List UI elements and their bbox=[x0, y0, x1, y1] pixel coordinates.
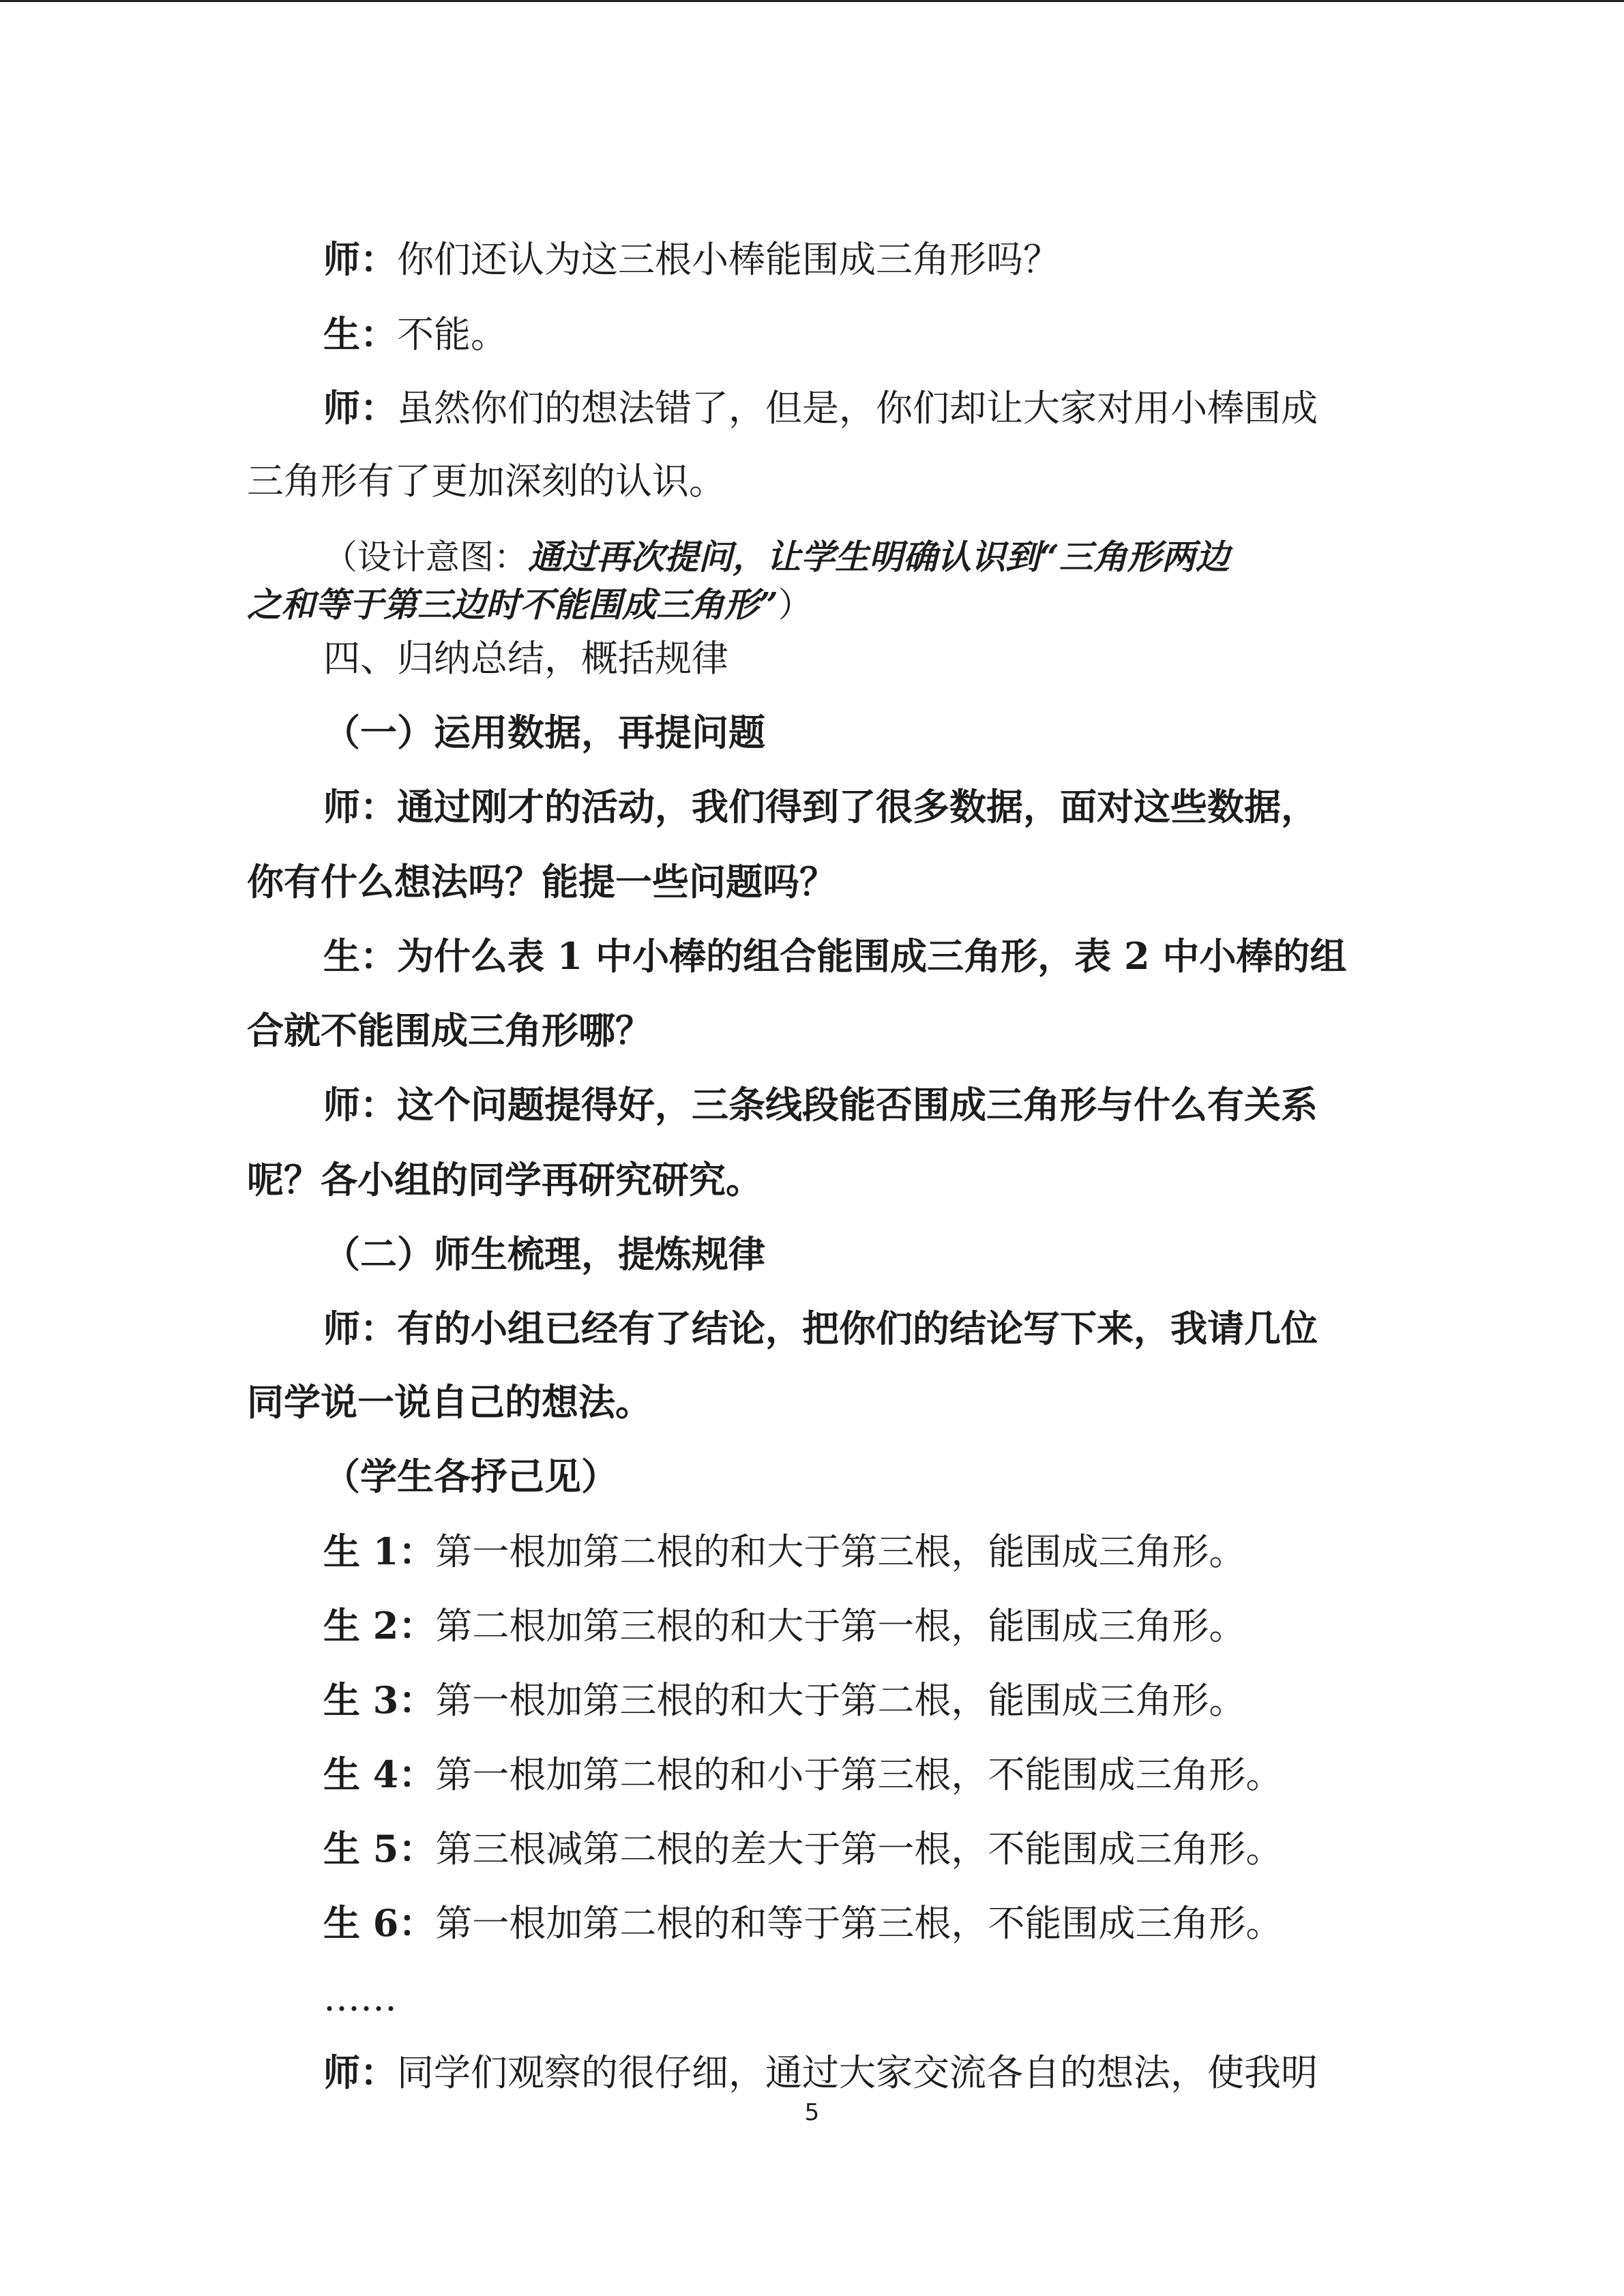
dialogue-text: 通过刚才的活动，我们得到了很多数据，面对这些数据， bbox=[397, 785, 1318, 829]
dialogue-line-continuation bbox=[247, 1377, 652, 1427]
ellipsis bbox=[323, 1973, 397, 2023]
speaker-label: 生： bbox=[323, 934, 397, 978]
speaker-label: 生 4： bbox=[323, 1753, 436, 1796]
speaker-label: 生 5： bbox=[323, 1827, 436, 1870]
subsection-heading-2 bbox=[323, 1229, 765, 1279]
dialogue-text: 第三根减第二根的差大于第一根，不能围成三角形。 bbox=[435, 1828, 1283, 1870]
section-heading-4 bbox=[323, 634, 728, 683]
dialogue-text: 这个问题提得好，三条线段能否围成三角形与什么有关系 bbox=[397, 1083, 1318, 1127]
heading-text: 四、归纳总结，概括规律 bbox=[323, 637, 728, 680]
dialogue-line-student-s3 bbox=[323, 1675, 1245, 1725]
speaker-label: 师： bbox=[323, 2051, 397, 2094]
dialogue-text: 三角形有了更加深刻的认识。 bbox=[247, 460, 726, 503]
dialogue-text: 同学说一说自己的想法。 bbox=[247, 1380, 652, 1424]
design-intent-note-line-2 bbox=[247, 583, 812, 627]
subsection-heading-1 bbox=[323, 708, 765, 757]
design-intent-label: （设计意图： bbox=[323, 537, 528, 577]
dialogue-text: 第二根加第三根的和大于第一根，能围成三角形。 bbox=[435, 1605, 1246, 1648]
dialogue-line-continuation bbox=[247, 1006, 652, 1055]
design-intent-text: 之和等于第三边时不能围成三角形” bbox=[247, 584, 778, 625]
page-number: 5 bbox=[804, 2099, 820, 2126]
dialogue-line-teacher-2 bbox=[323, 383, 1318, 433]
dialogue-text: （学生各抒己见） bbox=[323, 1455, 618, 1498]
dialogue-line-teacher-4 bbox=[323, 1080, 1318, 1129]
dialogue-text: 为什么表 1 中小棒的组合能围成三角形，表 2 中小棒的组 bbox=[397, 934, 1347, 978]
dialogue-line-student-2 bbox=[323, 931, 1346, 981]
dialogue-line-teacher-5 bbox=[323, 1304, 1318, 1353]
dialogue-line-student-s1 bbox=[323, 1527, 1245, 1577]
dialogue-line-student-s2 bbox=[323, 1601, 1245, 1651]
speaker-label: 师： bbox=[323, 1307, 397, 1350]
dialogue-line-continuation bbox=[247, 457, 726, 506]
heading-text: （二）师生梳理，提炼规律 bbox=[323, 1232, 765, 1276]
stage-direction bbox=[323, 1452, 618, 1501]
dialogue-line-teacher-1 bbox=[323, 235, 1060, 284]
dialogue-text: 第一根加第三根的和大于第二根，能围成三角形。 bbox=[435, 1679, 1246, 1722]
speaker-label: 师： bbox=[323, 1083, 397, 1127]
heading-text: （一）运用数据，再提问题 bbox=[323, 711, 765, 754]
speaker-label: 生： bbox=[323, 312, 397, 356]
dialogue-line-teacher-6 bbox=[323, 2048, 1318, 2098]
dialogue-text: 第一根加第二根的和大于第三根，能围成三角形。 bbox=[435, 1530, 1246, 1573]
speaker-label: 生 1： bbox=[323, 1530, 436, 1573]
dialogue-text: 你们还认为这三根小棒能围成三角形吗？ bbox=[397, 238, 1060, 281]
dialogue-line-student-s6 bbox=[323, 1898, 1282, 1948]
dialogue-text: 有的小组已经有了结论，把你们的结论写下来，我请几位 bbox=[397, 1307, 1318, 1350]
dialogue-text: 同学们观察的很仔细，通过大家交流各自的想法，使我明 bbox=[397, 2051, 1318, 2094]
speaker-label: 师： bbox=[323, 386, 397, 430]
dialogue-line-student-s4 bbox=[323, 1750, 1282, 1800]
dialogue-text: 不能。 bbox=[397, 313, 507, 356]
design-intent-note-line-1 bbox=[323, 535, 1230, 579]
dialogue-line-continuation bbox=[247, 857, 836, 906]
design-intent-text: 通过再次提问，让学生明确认识到“三角形两边 bbox=[528, 537, 1230, 577]
speaker-label: 师： bbox=[323, 785, 397, 829]
dialogue-line-teacher-3 bbox=[323, 782, 1318, 831]
speaker-label: 生 6： bbox=[323, 1901, 436, 1945]
dialogue-line-student-s5 bbox=[323, 1824, 1282, 1874]
ellipsis-text: …… bbox=[323, 1976, 397, 2019]
dialogue-text: 虽然你们的想法错了，但是，你们却让大家对用小棒围成 bbox=[397, 387, 1318, 430]
dialogue-text: 你有什么想法吗？能提一些问题吗？ bbox=[247, 860, 836, 904]
dialogue-text: 第一根加第二根的和小于第三根，不能围成三角形。 bbox=[435, 1753, 1283, 1796]
dialogue-line-continuation bbox=[247, 1155, 763, 1204]
dialogue-text: 合就不能围成三角形哪？ bbox=[247, 1009, 652, 1052]
dialogue-text: 呢？各小组的同学再研究研究。 bbox=[247, 1158, 763, 1202]
speaker-label: 生 2： bbox=[323, 1604, 436, 1648]
dialogue-line-student-1 bbox=[323, 310, 507, 359]
design-intent-close: ） bbox=[778, 585, 812, 625]
speaker-label: 师： bbox=[323, 237, 397, 281]
speaker-label: 生 3： bbox=[323, 1678, 436, 1722]
dialogue-text: 第一根加第二根的和等于第三根，不能围成三角形。 bbox=[435, 1902, 1283, 1945]
